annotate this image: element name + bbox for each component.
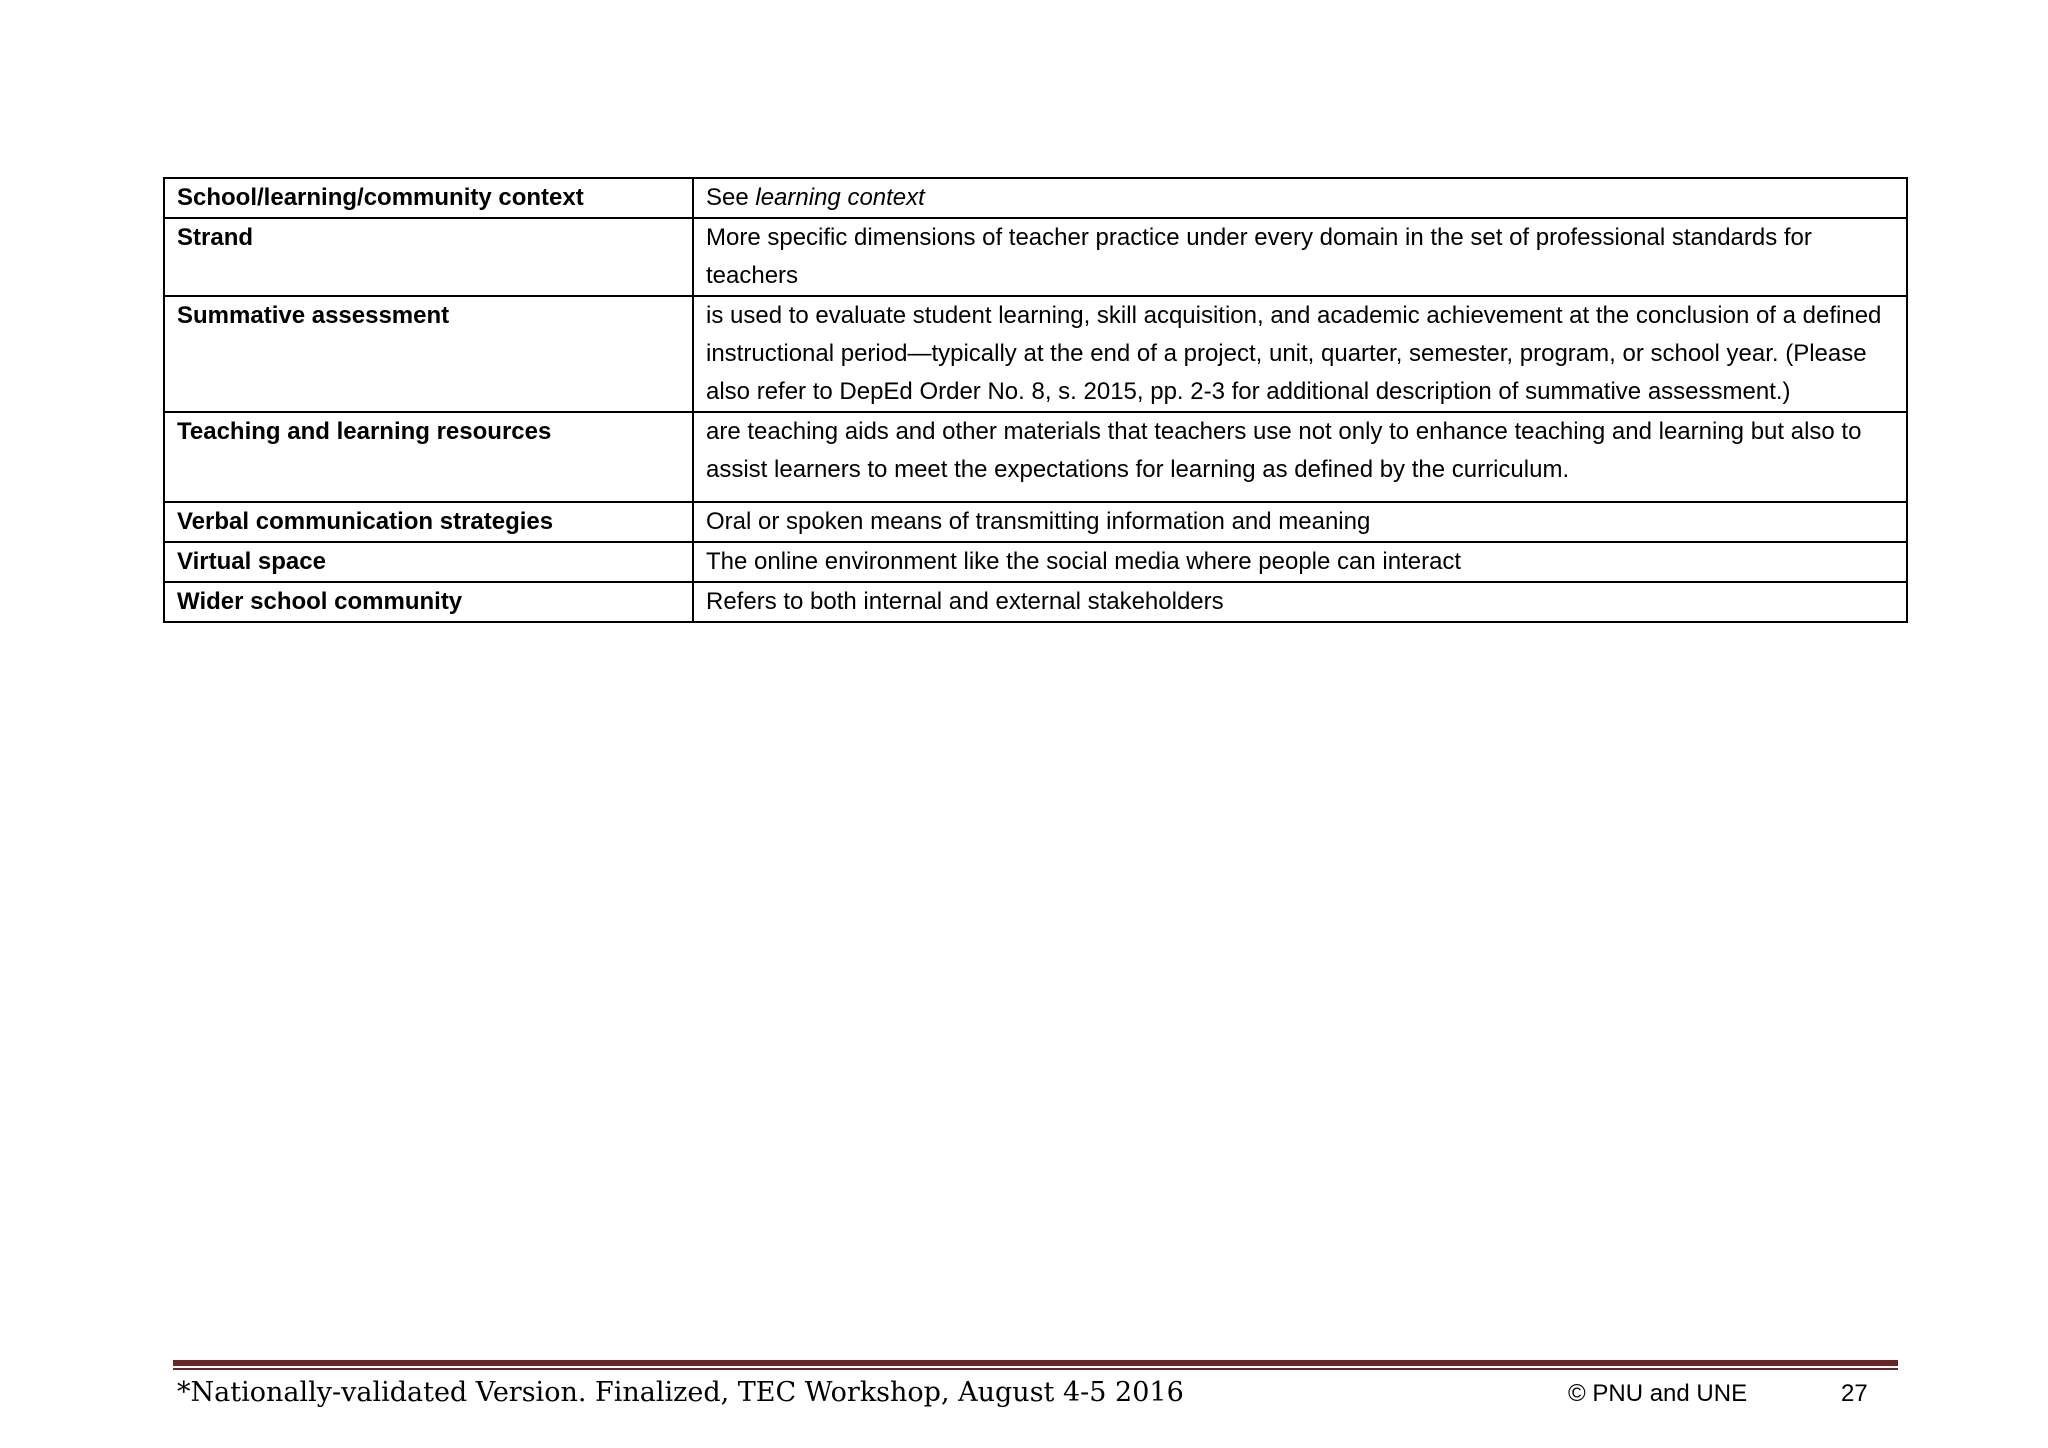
- definition-cell: More specific dimensions of teacher practice under every domain in the set of professional standards for teachers: [693, 218, 1907, 296]
- table-row: [164, 542, 1907, 582]
- table-row: [164, 218, 1907, 296]
- term-cell: Summative assessment: [164, 296, 693, 412]
- definition-cell: is used to evaluate student learning, skill acquisition, and academic achievement at the conclusion of a defined instructional period—typically at the end of a project, unit, quarter, semester, program, or school year. (Please also refer to DepEd Order No. 8, s. 2015, pp. 2-3 for additional description of summative assessment.): [693, 296, 1907, 412]
- footer-copyright: © PNU and UNE: [1568, 1380, 1748, 1407]
- term-cell: Wider school community: [164, 582, 693, 622]
- definition-cell: The online environment like the social media where people can interact: [693, 542, 1907, 582]
- glossary-table: [163, 177, 1908, 623]
- term-cell: Strand: [164, 218, 693, 296]
- term-cell: Virtual space: [164, 542, 693, 582]
- definition-italic-text: learning context: [755, 184, 925, 211]
- definition-cell: are teaching aids and other materials that teachers use not only to enhance teaching and learning but also to assist learners to meet the expectations for learning as defined by the curriculum.: [693, 412, 1907, 502]
- footer-rule-thin: [173, 1368, 1898, 1370]
- definition-cell: [693, 178, 1907, 218]
- footer-rule: [173, 1360, 1898, 1366]
- page-number: 27: [1841, 1380, 1868, 1407]
- table-row: [164, 582, 1907, 622]
- table-row: [164, 178, 1907, 218]
- table-row: [164, 412, 1907, 502]
- table-row: [164, 296, 1907, 412]
- definition-cell: Oral or spoken means of transmitting information and meaning: [693, 502, 1907, 542]
- term-cell: School/learning/community context: [164, 178, 693, 218]
- definition-text: See: [706, 184, 756, 211]
- table-row: [164, 502, 1907, 542]
- definition-cell: Refers to both internal and external stakeholders: [693, 582, 1907, 622]
- term-cell: Teaching and learning resources: [164, 412, 693, 502]
- term-cell: Verbal communication strategies: [164, 502, 693, 542]
- footer-version-note: *Nationally-validated Version. Finalized, TEC Workshop, August 4-5 2016: [177, 1377, 1184, 1408]
